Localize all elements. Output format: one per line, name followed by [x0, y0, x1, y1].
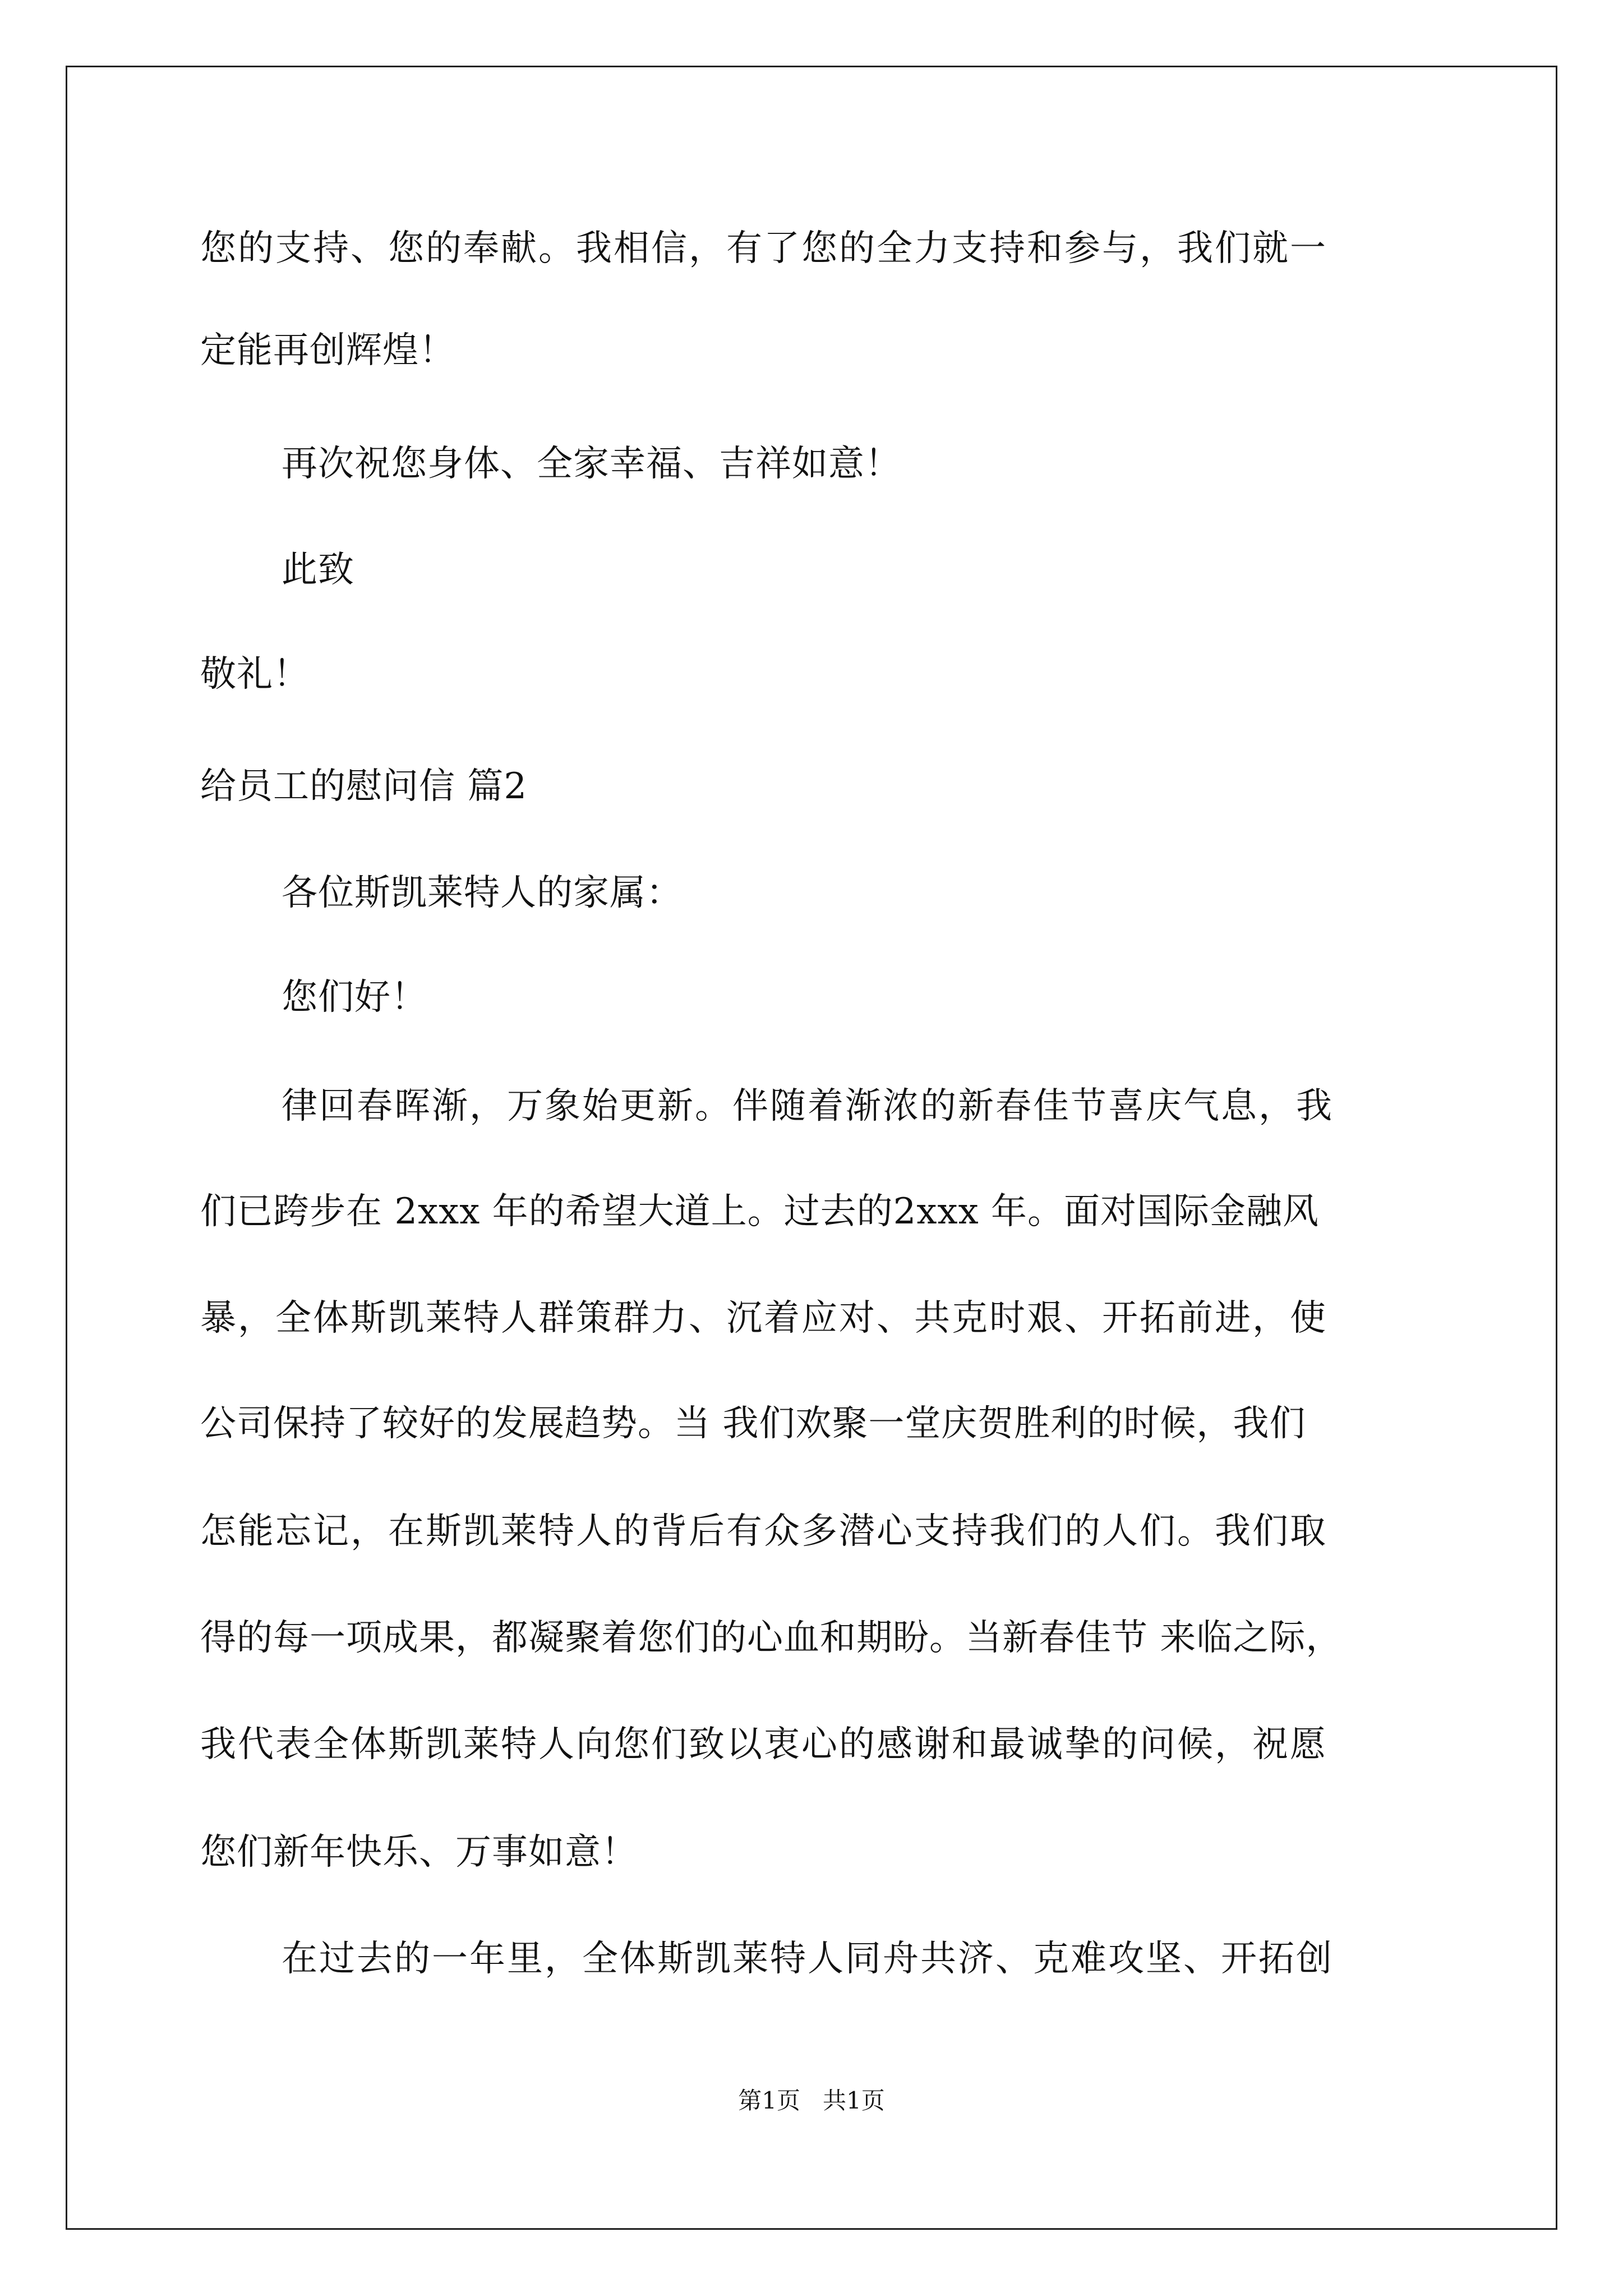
body-line-2: 定能再创辉煌！	[200, 330, 455, 371]
body-line-17: 在过去的一年里，全体斯凯莱特人同舟共济、克难攻坚、开拓创	[282, 1938, 1334, 1980]
body-line-10: 们已跨步在 2xxx 年的希望大道上。过去的2xxx 年。面对国际金融风	[200, 1191, 1320, 1232]
body-line-11: 暴，全体斯凯莱特人群策群力、沉着应对、共克时艰、开拓前进，使	[200, 1297, 1327, 1339]
body-line-15: 我代表全体斯凯莱特人向您们致以衷心的感谢和最诚挚的问候，祝愿	[200, 1724, 1327, 1765]
body-line-3: 再次祝您身体、全家幸福、吉祥如意！	[282, 443, 901, 485]
section-heading: 给员工的慰问信 篇2	[200, 766, 528, 807]
body-line-1: 您的支持、您的奉献。我相信，有了您的全力支持和参与，我们就一	[200, 228, 1327, 269]
page-border	[66, 66, 1557, 2230]
closing-regards: 敬礼！	[200, 654, 310, 695]
letter-greeting: 您们好！	[282, 977, 427, 1018]
letter-addressee: 各位斯凯莱特人的家属：	[282, 872, 683, 914]
closing-salutation: 此致	[282, 549, 354, 591]
body-line-13: 怎能忘记，在斯凯莱特人的背后有众多潜心支持我们的人们。我们取	[200, 1511, 1327, 1552]
body-line-16: 您们新年快乐、万事如意！	[200, 1832, 638, 1873]
body-line-12: 公司保持了较好的发展趋势。当 我们欢聚一堂庆贺胜利的时候，我们	[200, 1403, 1306, 1444]
body-line-9: 律回春晖渐，万象始更新。伴随着渐浓的新春佳节喜庆气息，我	[282, 1085, 1334, 1127]
body-line-14: 得的每一项成果，都凝聚着您们的心血和期盼。当新春佳节 来临之际，	[200, 1617, 1343, 1659]
page-number-footer: 第1页 共1页	[738, 2087, 885, 2114]
